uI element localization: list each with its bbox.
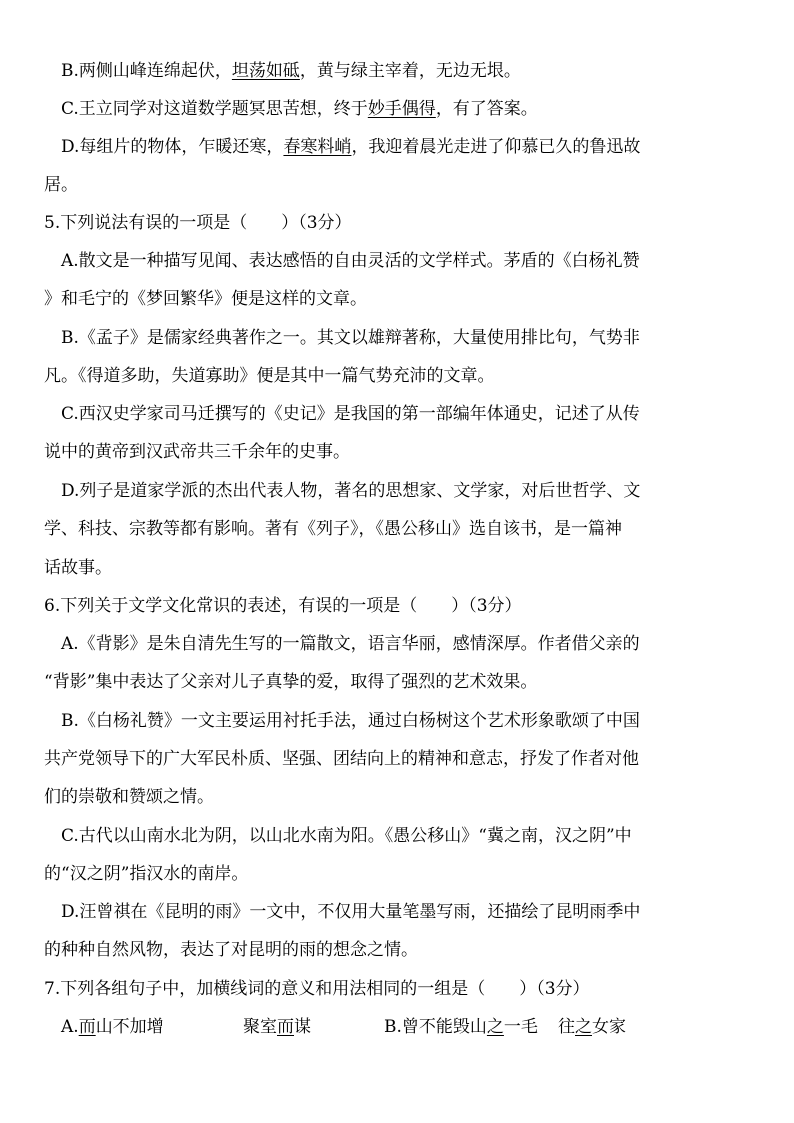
- q5-option-d-cont: 学、科技、宗教等都有影响。著有《列子》，《愚公移山》选自该书，是一篇神: [44, 519, 622, 539]
- q7-option-a-underlined-1: 而: [78, 1017, 96, 1037]
- q4-option-d-cont: 居。: [44, 175, 78, 195]
- q4-option-b: B.两侧山峰连绵起伏，坦荡如砥，黄与绿主宰着，无边无垠。: [61, 61, 521, 81]
- q7-option-b-part1: B.曾不能毁山之一毛: [384, 1017, 538, 1037]
- q5-option-d: D.列子是道家学派的杰出代表人物，著名的思想家、文学家，对后世哲学、文: [61, 481, 641, 501]
- q6-option-d-cont: 的种种自然风物，表达了对昆明的雨的想念之情。: [44, 940, 418, 960]
- q6-option-b-cont: 共产党领导下的广大军民朴质、坚强、团结向上的精神和意志，抒发了作者对他: [44, 749, 639, 769]
- q6-option-d: D.汪曾祺在《昆明的雨》一文中，不仅用大量笔墨写雨，还描绘了昆明雨季中: [61, 902, 641, 922]
- q7-option-a-part2: 聚室而谋: [243, 1017, 311, 1037]
- q5-stem: 5.下列说法有误的一项是（ ）（3分）: [44, 213, 352, 233]
- q6-stem: 6.下列关于文学文化常识的表述，有误的一项是（ ）（3分）: [44, 596, 522, 616]
- q5-option-b: B.《孟子》是儒家经典著作之一。其文以雄辩著称，大量使用排比句，气势非: [61, 328, 640, 348]
- q7-option-a-part1: A.而山不加增: [61, 1017, 164, 1037]
- q7-option-b-underlined-1: 之: [486, 1017, 504, 1037]
- q6-option-b-cont2: 们的崇敬和赞颂之情。: [44, 787, 214, 807]
- q7-option-b-underlined-2: 之: [575, 1017, 592, 1037]
- q4-option-b-underlined: 坦荡如砥: [231, 61, 300, 81]
- q7-stem: 7.下列各组句子中，加横线词的意义和用法相同的一组是（ ）（3分）: [44, 979, 590, 999]
- q4-option-d: D.每组片的物体，乍暖还寒，春寒料峭，我迎着晨光走进了仰慕已久的鲁迅故: [61, 137, 641, 157]
- q5-option-c-cont: 说中的黄帝到汉武帝共三千余年的史事。: [44, 442, 350, 462]
- q5-option-d-cont2: 话故事。: [44, 558, 112, 578]
- q4-option-d-underlined: 春寒料峭: [283, 137, 352, 157]
- q7-option-b-part2: 往之女家: [558, 1017, 626, 1037]
- q4-option-c-underlined: 妙手偶得: [367, 99, 436, 119]
- q7-option-a-underlined-2: 而: [277, 1017, 294, 1037]
- q6-option-a-cont: “背影”集中表达了父亲对儿子真挚的爱，取得了强烈的艺术效果。: [44, 672, 538, 692]
- q5-option-b-cont: 凡。《得道多助，失道寡助》便是其中一篇气势充沛的文章。: [44, 366, 495, 386]
- q5-option-a-cont: 》和毛宁的《梦回繁华》便是这样的文章。: [44, 289, 367, 309]
- q6-option-b: B.《白杨礼赞》一文主要运用衬托手法，通过白杨树这个艺术形象歌颂了中国: [61, 711, 640, 731]
- q5-option-c: C.西汉史学家司马迁撰写的《史记》是我国的第一部编年体通史，记述了从传: [61, 404, 640, 424]
- q6-option-c: C.古代以山南水北为阴，以山北水南为阳。《愚公移山》“冀之南，汉之阴”中: [61, 826, 632, 846]
- q6-option-c-cont: 的“汉之阴”指汉水的南岸。: [44, 864, 249, 884]
- q6-option-a: A.《背影》是朱自清先生写的一篇散文，语言华丽，感情深厚。作者借父亲的: [61, 634, 640, 654]
- q4-option-c: C.王立同学对这道数学题冥思苦想，终于妙手偶得，有了答案。: [61, 99, 538, 119]
- q5-option-a: A.散文是一种描写见闻、表达感悟的自由灵活的文学样式。茅盾的《白杨礼赞: [61, 251, 640, 271]
